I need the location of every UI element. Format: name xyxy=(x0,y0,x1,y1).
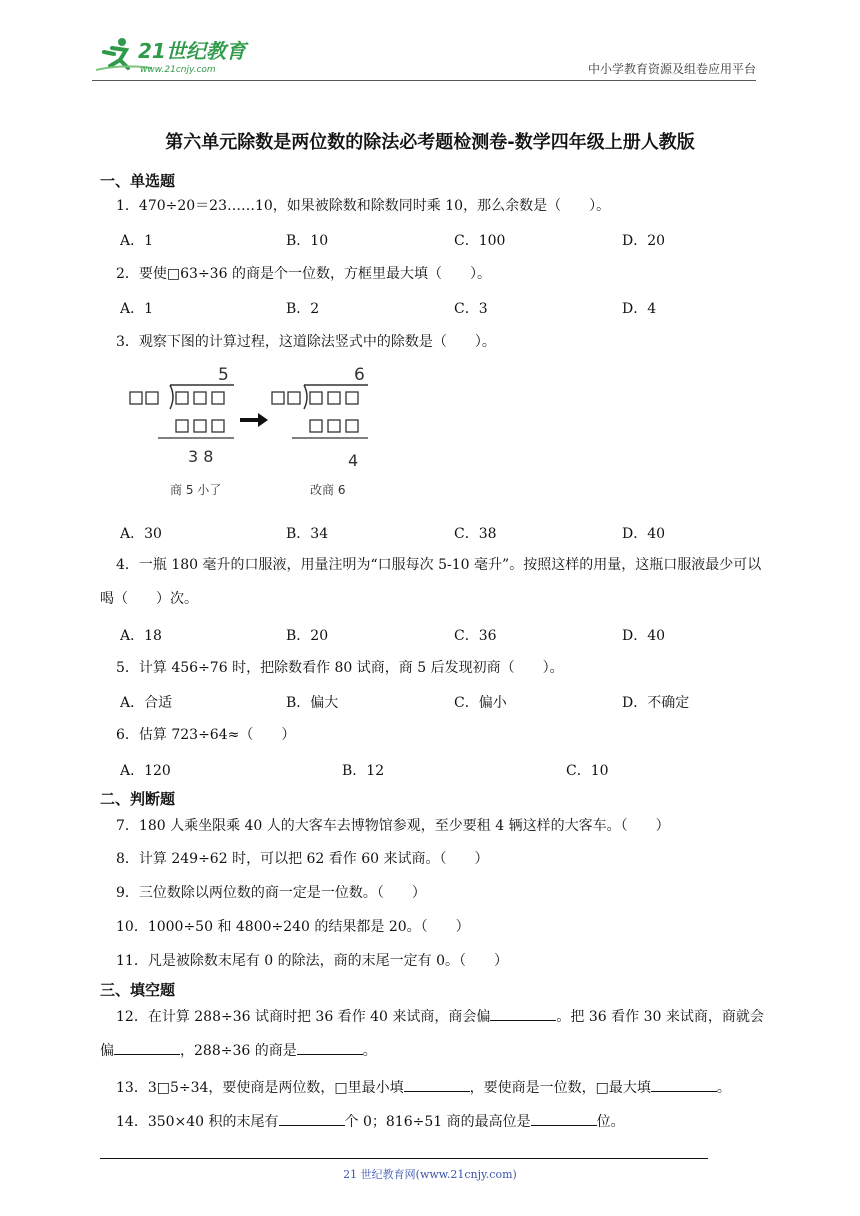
q2-option-b: B．2 xyxy=(286,301,320,317)
arrow-icon xyxy=(240,413,268,427)
page-header xyxy=(92,30,756,80)
section-heading-fill-blank: 三、填空题 xyxy=(100,981,176,999)
footer-divider xyxy=(100,1158,708,1159)
q12-blank-2 xyxy=(114,1040,180,1055)
question-9: 9．三位数除以两位数的商一定是一位数。（ ） xyxy=(116,885,426,901)
q6-option-b: B．12 xyxy=(342,763,385,779)
q13-text-1: 13．3□5÷34，要使商是两位数，□里最小填 xyxy=(116,1080,404,1096)
q13-text-2: ，要使商是一位数，□最大填 xyxy=(469,1080,651,1096)
question-10: 10．1000÷50 和 4800÷240 的结果都是 20。（ ） xyxy=(116,919,470,935)
section-heading-true-false: 二、判断题 xyxy=(100,790,176,808)
q3-option-d: D．40 xyxy=(622,526,666,542)
q2-option-a: A．1 xyxy=(120,301,154,317)
q4-option-b: B．20 xyxy=(286,628,329,644)
header-slogan: 中小学教育资源及组卷应用平台 xyxy=(587,62,756,76)
question-1: 1．470÷20＝23……10，如果被除数和除数同时乘 10，那么余数是（ ）。 xyxy=(116,198,611,214)
q3-option-b: B．34 xyxy=(286,526,329,542)
question-2: 2．要使□63÷36 的商是个一位数，方框里最大填（ ）。 xyxy=(116,266,491,282)
long-division-figure xyxy=(118,362,380,508)
q4-option-a: A．18 xyxy=(120,628,162,644)
dividend-boxes-right xyxy=(272,392,358,432)
q6-option-c: C．10 xyxy=(566,763,609,779)
caption-right: 改商 6 xyxy=(310,483,346,497)
section-heading-single-choice: 一、单选题 xyxy=(100,172,176,190)
logo-url: www.21cnjy.com xyxy=(140,65,216,75)
q1-option-b: B．10 xyxy=(286,233,329,249)
q12-blank-3 xyxy=(297,1040,363,1055)
question-13 xyxy=(116,1077,731,1098)
q14-text-3: 位。 xyxy=(596,1114,625,1130)
question-5: 5．计算 456÷76 时，把除数看作 80 试商，商 5 后发现初商（ ）。 xyxy=(116,660,564,676)
q3-option-c: C．38 xyxy=(454,526,497,542)
q12-text-2: 。把 36 看作 30 来试商，商就会偏 xyxy=(100,1009,764,1059)
quotient-left: 5 xyxy=(218,365,229,385)
q13-blank-1 xyxy=(404,1077,470,1092)
remainder-right: 4 xyxy=(348,451,359,470)
q12-blank-1 xyxy=(490,1006,556,1021)
question-3: 3．观察下图的计算过程，这道除法竖式中的除数是（ ）。 xyxy=(116,334,496,350)
q12-text-1: 12．在计算 288÷36 试商时把 36 看作 40 来试商，商会偏 xyxy=(116,1009,491,1025)
question-12 xyxy=(100,1000,766,1068)
header-divider xyxy=(92,80,756,81)
q6-option-a: A．120 xyxy=(120,763,171,779)
q1-option-a: A．1 xyxy=(120,233,154,249)
q13-text-3: 。 xyxy=(716,1080,731,1096)
q14-text-1: 14．350×40 积的末尾有 xyxy=(116,1114,279,1130)
quotient-right: 6 xyxy=(354,365,365,385)
q1-option-c: C．100 xyxy=(454,233,506,249)
q3-option-a: A．30 xyxy=(120,526,162,542)
q14-blank-1 xyxy=(279,1111,345,1126)
question-6: 6．估算 723÷64≈（ ） xyxy=(116,727,296,743)
q5-option-a: A．合适 xyxy=(120,695,173,711)
question-8: 8．计算 249÷62 时，可以把 62 看作 60 来试商。（ ） xyxy=(116,851,489,867)
dividend-boxes-left xyxy=(130,392,224,432)
page-title: 第六单元除数是两位数的除法必考题检测卷-数学四年级上册人教版 xyxy=(165,132,695,153)
logo-text: 21世纪教育 xyxy=(138,39,246,63)
logo-21cnjy xyxy=(92,34,262,78)
q2-option-c: C．3 xyxy=(454,301,488,317)
q13-blank-2 xyxy=(651,1077,717,1092)
remainder-left: 3 8 xyxy=(188,447,214,466)
q5-option-d: D．不确定 xyxy=(622,695,690,711)
q5-option-b: B．偏大 xyxy=(286,695,339,711)
q14-text-2: 个 0；816÷51 商的最高位是 xyxy=(344,1114,531,1130)
question-11: 11．凡是被除数末尾有 0 的除法，商的末尾一定有 0。（ ） xyxy=(116,953,508,969)
q5-option-c: C．偏小 xyxy=(454,695,507,711)
caption-left: 商 5 小了 xyxy=(170,483,222,497)
q14-blank-2 xyxy=(531,1111,597,1126)
question-14 xyxy=(116,1111,625,1132)
q2-option-d: D．4 xyxy=(622,301,657,317)
q1-option-d: D．20 xyxy=(622,233,666,249)
page-footer[interactable]: 21 世纪教育网(www.21cnjy.com) xyxy=(343,1168,517,1181)
q12-text-3: ，288÷36 的商是 xyxy=(180,1043,297,1059)
question-7: 7．180 人乘坐限乘 40 人的大客车去博物馆参观，至少要租 4 辆这样的大客车。（ ） xyxy=(116,818,670,834)
question-4: 4．一瓶 180 毫升的口服液，用量注明为“口服每次 5-10 毫升”。按照这样的用量，这瓶口服液最少可以喝（ ）次。 xyxy=(100,557,762,607)
q12-text-4: 。 xyxy=(362,1043,377,1059)
q4-option-d: D．40 xyxy=(622,628,666,644)
q4-option-c: C．36 xyxy=(454,628,497,644)
